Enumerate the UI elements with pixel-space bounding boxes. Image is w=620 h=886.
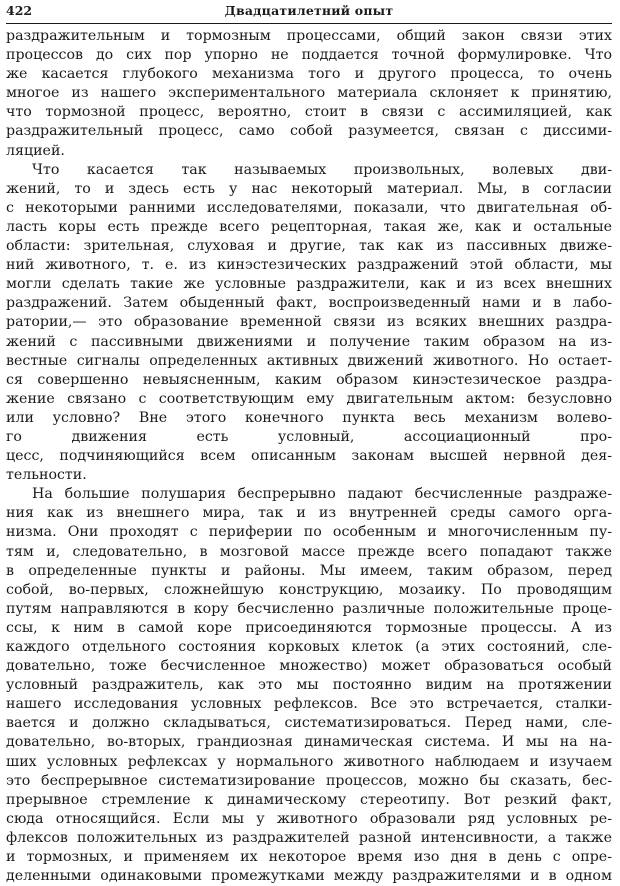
text-line: ласть коры есть прежде всего рецепторная, такая же, как и остальные <box>6 218 612 235</box>
text-line: раздражительным и тормозным процессами, общий закон связи этих <box>6 28 612 44</box>
text-line: каждого отдельного состояния корковых клеток (а этих состояний, сле- <box>6 639 612 655</box>
text-line: прерывное стремление к динамическому стереотипу. Вот резкий факт, <box>6 791 612 808</box>
header-rule <box>6 23 612 24</box>
text-line: нашего исследования условных рефлексов. Все это встречается, сталки- <box>6 696 612 713</box>
text-line: довательно, тоже бесчисленное множество) может образоваться особый <box>6 658 612 675</box>
text-line: тельности. <box>6 467 87 484</box>
text-line: го движения есть условный, ассоциационный про- <box>6 428 612 445</box>
text-line: области: зрительная, слуховая и другие, так как из пассивных движе- <box>6 238 612 255</box>
text-line: ссы, к ним в самой коре присоединяются тормозные процессы. А из <box>6 619 612 636</box>
text-line: в определенные пункты и районы. Мы имеем, таким образом, перед <box>6 562 612 579</box>
text-line: процессов до сих пор упорно не поддается точной формулировке. Что <box>6 47 612 64</box>
text-line: ния как из внешнего мира, так и из внутренней среды самого орга- <box>6 505 612 522</box>
text-line: сюда относящийся. Если мы у животного образовали ряд условных ре- <box>6 810 612 827</box>
text-line: путям направляются в кору бесчисленно различные положительные проце- <box>6 600 612 617</box>
text-line: ратории,— это образование временной связи из всяких внешних раздра- <box>6 314 612 331</box>
text-line: довательно, во-вторых, грандиозная динамическая система. И мы на на- <box>6 734 612 751</box>
text-line: это беспрерывное систематизирование процессов, можно бы сказать, бес- <box>6 772 612 789</box>
text-line: раздражительный процесс, само собой разумеется, связан с диссими- <box>6 123 612 140</box>
page-number: 422 <box>6 3 33 18</box>
text-line: жение связано с соответствующим ему двигательным актом: безусловно <box>6 390 612 407</box>
text-line: ся совершенно невыясненным, каким образом кинэстезическое раздра- <box>6 371 612 388</box>
running-title: Двадцатилетний опыт <box>224 3 394 18</box>
text-line: ний животного, т. е. из кинэстезических раздражений этой области, мы <box>6 257 612 274</box>
text-line: же касается глубокого механизма того и другого процесса, то очень <box>6 66 612 83</box>
book-page <box>6 0 612 885</box>
text-line: деленными одинаковыми промежутками между раздражителями и в одном <box>6 868 612 885</box>
text-line: что тормозной процесс, вероятно, стоит в связи с ассимиляцией, как <box>6 104 612 121</box>
text-line: На большие полушария беспрерывно падают бесчисленные раздраже- <box>32 486 612 503</box>
running-head <box>6 2 612 20</box>
text-line: или условно? Вне этого конечного пункта весь механизм волево- <box>6 409 612 426</box>
text-line: тям и, следовательно, в мозговой массе прежде всего попадают также <box>6 543 612 560</box>
text-line: вается и должно складываться, систематизироваться. Перед нами, сле- <box>6 715 612 732</box>
text-line: Что касается так называемых произвольных, волевых дви- <box>32 161 612 178</box>
text-line: и тормозных, и применяем их некоторое время изо дня в день с опре- <box>6 849 612 866</box>
text-line: жений, то и здесь есть у нас некоторый материал. Мы, в согласии <box>6 180 612 197</box>
text-line: жений с пассивными движениями и получение таким образом на из- <box>6 333 612 350</box>
text-line: вестные сигналы определенных активных движений животного. Но остает- <box>6 352 612 369</box>
text-line: многое из нашего экспериментального материала склоняет к принятию, <box>6 85 612 102</box>
text-line: ляцией. <box>6 142 65 159</box>
text-line: флексов положительных из раздражителей разной интенсивности, а также <box>6 829 612 846</box>
text-line: ших условных рефлексах у нормального животного наблюдаем и изучаем <box>6 753 612 770</box>
text-line: с некоторыми ранними исследователями, показали, что двигательная об- <box>6 199 612 216</box>
body-text <box>6 27 612 886</box>
text-line: раздражений. Затем обыденный факт, воспроизведенный нами и в лабо- <box>6 295 612 312</box>
text-line: собой, во-первых, сложнейшую конструкцию, мозаику. По проводящим <box>6 581 612 598</box>
text-line: низма. Они проходят с периферии по особенным и многочисленным пу- <box>6 524 612 541</box>
text-line: условный раздражитель, как это мы постоянно видим на протяжении <box>6 677 612 694</box>
text-line: цесс, подчиняющийся всем описанным законам высшей нервной дея- <box>6 448 612 465</box>
text-line: могли сделать такие же условные раздражители, как и из всех внешних <box>6 276 612 293</box>
